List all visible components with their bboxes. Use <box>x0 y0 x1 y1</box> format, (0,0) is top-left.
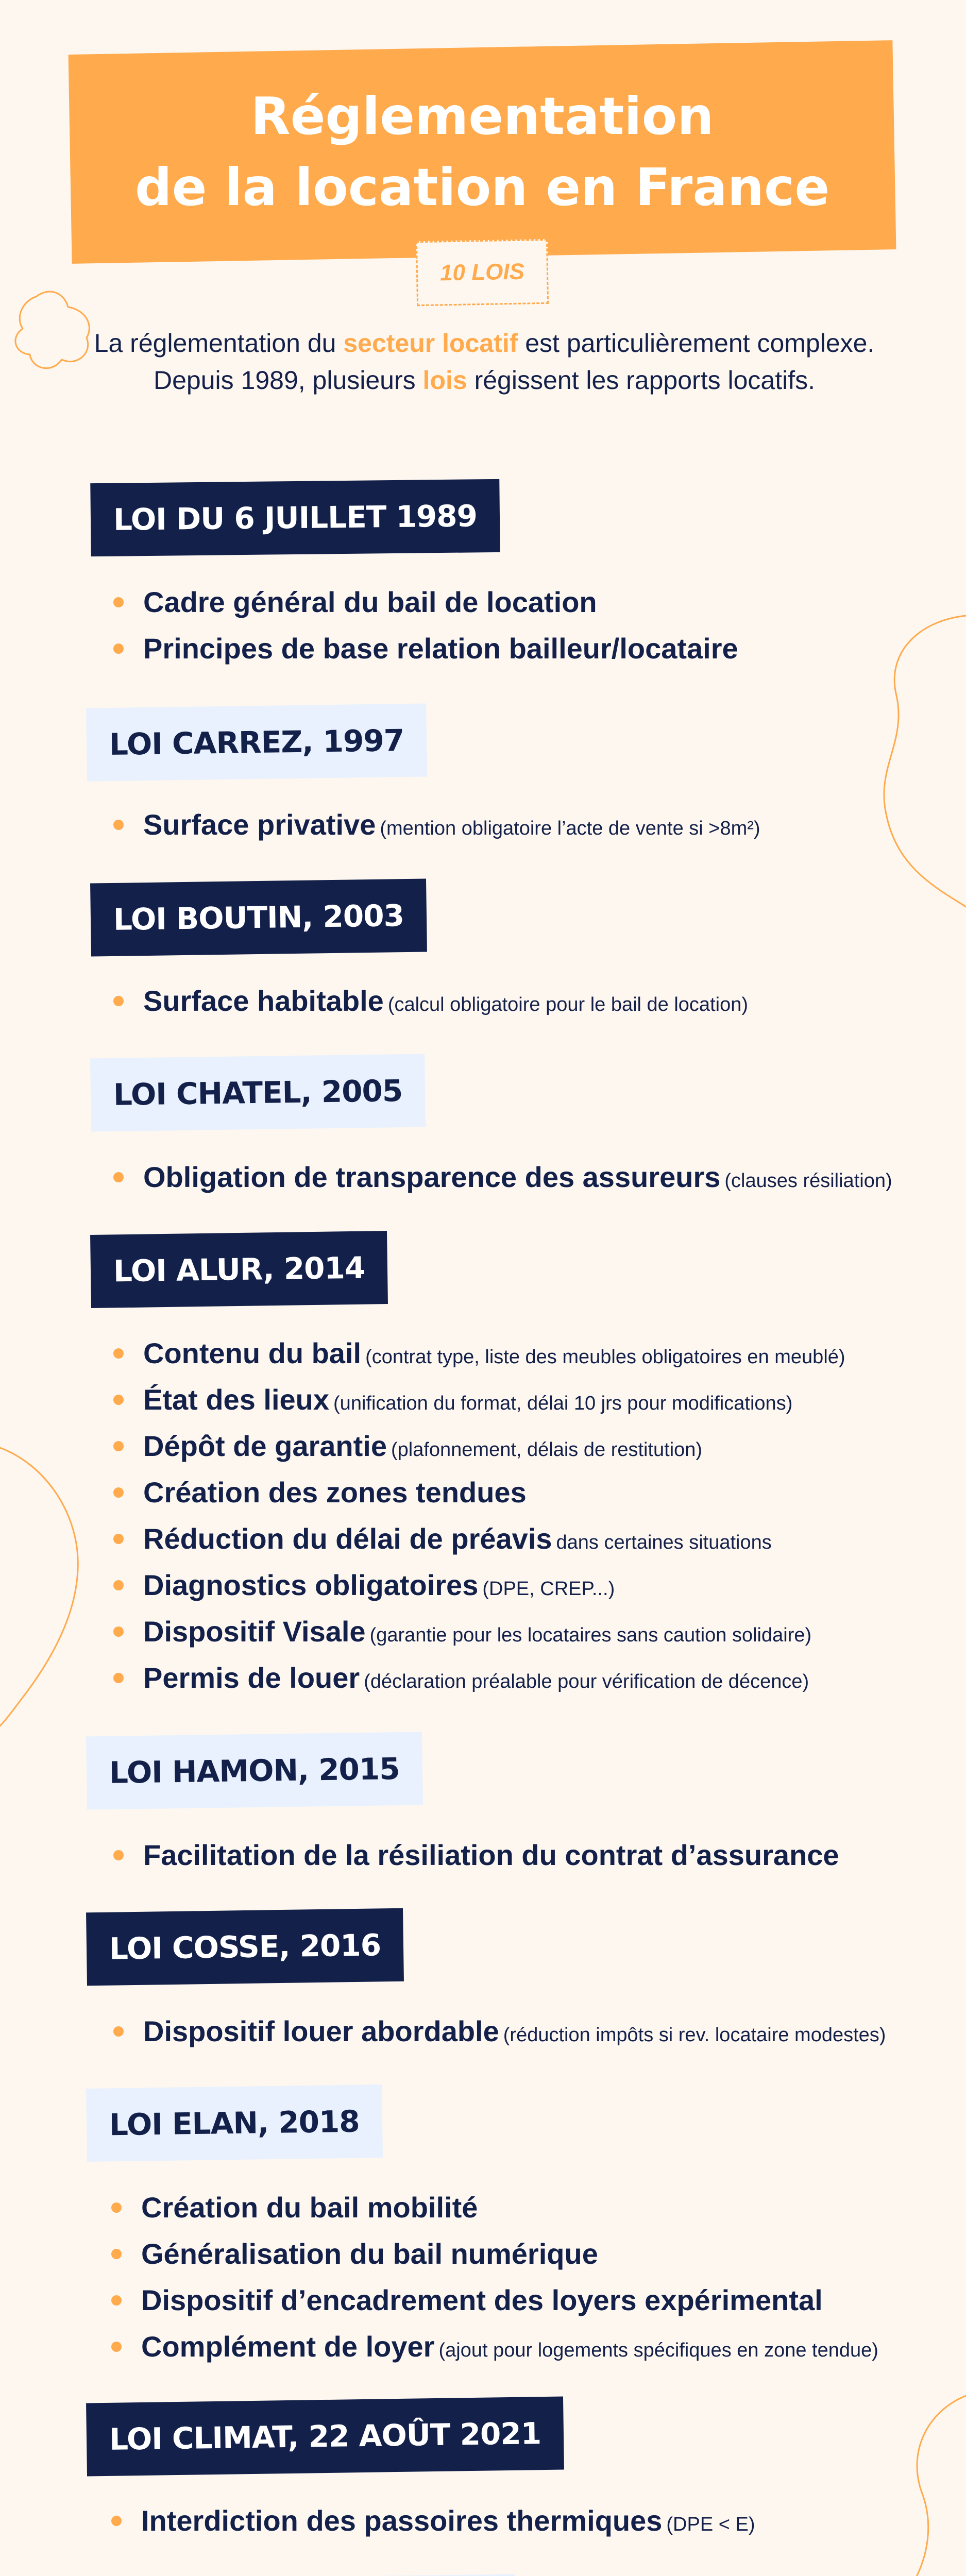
law-heading: LOI CLIMAT, 22 AOÛT 2021 <box>86 2397 564 2477</box>
item-note: (calcul obligatoire pour le bail de location) <box>387 994 748 1015</box>
list-item <box>111 802 760 848</box>
item-text: Dépôt de garantie <box>143 1430 387 1462</box>
list-item <box>111 1516 845 1562</box>
item-text: Diagnostics obligatoires <box>143 1569 479 1601</box>
item-text: Dispositif Visale <box>143 1615 366 1648</box>
list-item <box>111 1330 845 1377</box>
law-items <box>111 579 742 672</box>
title-line-1: Réglementation <box>250 86 714 146</box>
title-line-2: de la location en France <box>134 157 830 217</box>
item-note: (DPE, CREP...) <box>482 1578 615 1600</box>
law-items <box>111 802 760 848</box>
item-text: Surface habitable <box>143 985 384 1017</box>
list-item <box>111 1655 845 1701</box>
list-item <box>111 1469 845 1516</box>
item-note: (clauses résiliation) <box>724 1170 892 1192</box>
law-heading: LOI DU 6 JUILLET 1989 <box>90 479 500 556</box>
item-text: Surface privative <box>143 808 376 841</box>
law-items <box>111 978 748 1024</box>
list-item <box>109 2184 878 2231</box>
intro-highlight: secteur locatif <box>343 329 518 358</box>
item-note: (déclaration préalable pour vérification de décence) <box>364 1671 809 1692</box>
law-items <box>111 1330 845 1701</box>
list-item <box>111 978 748 1024</box>
law-items <box>111 1832 843 1878</box>
law-heading: LOI BOUTIN, 2003 <box>90 878 427 956</box>
item-note: (mention obligatoire l’acte de vente si >8m²) <box>380 818 760 839</box>
list-item <box>111 1377 845 1423</box>
item-note: (ajout pour logements spécifiques en zone tendue) <box>438 2340 878 2361</box>
law-heading: LOI COSSE, 2016 <box>86 1908 404 1986</box>
law-heading: LOI CHATEL, 2005 <box>90 1054 426 1131</box>
item-text: État des lieux <box>143 1383 330 1416</box>
intro-highlight: lois <box>422 366 467 395</box>
law-heading: LOI ELAN, 2018 <box>86 2084 383 2162</box>
item-text: Contenu du bail <box>143 1337 362 1369</box>
item-text: Principes de base relation bailleur/locataire <box>143 632 738 665</box>
laws-count-badge: 10 LOIS <box>416 239 549 306</box>
list-item <box>109 2498 755 2544</box>
item-note: (réduction impôts si rev. locataire modestes) <box>503 2024 886 2046</box>
list-item <box>111 1154 892 1200</box>
item-text: Création du bail mobilité <box>141 2191 478 2224</box>
intro-text: régissent les rapports locatifs. <box>467 366 815 395</box>
item-text: Généralisation du bail numérique <box>141 2238 598 2270</box>
item-text: Création des zones tendues <box>143 1476 527 1509</box>
item-text: Permis de louer <box>143 1662 360 1694</box>
item-text: Dispositif d’encadrement des loyers expérimental <box>141 2284 823 2316</box>
list-item <box>109 2324 878 2370</box>
list-item <box>109 2231 878 2277</box>
law-items <box>111 1154 892 1200</box>
item-note: dans certaines situations <box>556 1532 772 1553</box>
item-text: Dispositif louer abordable <box>143 2015 499 2047</box>
law-heading <box>86 2574 516 2576</box>
item-text: Interdiction des passoires thermiques <box>141 2504 663 2537</box>
item-note: (plafonnement, délais de restitution) <box>391 1439 703 1461</box>
law-items <box>111 2008 886 2055</box>
law-heading: LOI ALUR, 2014 <box>90 1231 388 1308</box>
law-items <box>109 2184 878 2370</box>
list-item <box>109 2277 878 2324</box>
list-item <box>111 1832 843 1878</box>
list-item <box>111 579 742 625</box>
list-item <box>111 1562 845 1608</box>
list-item <box>111 2008 886 2055</box>
intro-text: La réglementation du <box>94 329 344 358</box>
item-text: Complément de loyer <box>141 2330 435 2363</box>
item-note: (garantie pour les locataires sans caution solidaire) <box>369 1624 812 1646</box>
item-text: Réduction du délai de préavis <box>143 1522 552 1555</box>
list-item <box>111 625 742 672</box>
item-note: (contrat type, liste des meubles obligatoires en meublé) <box>365 1346 845 1368</box>
law-items <box>109 2498 755 2544</box>
law-heading: LOI HAMON, 2015 <box>86 1732 423 1809</box>
list-item <box>111 1608 845 1655</box>
item-text: Facilitation de la résiliation du contrat d’assurance <box>143 1839 839 1871</box>
item-text: Obligation de transparence des assureurs <box>143 1161 721 1193</box>
item-note: (DPE < E) <box>666 2514 755 2535</box>
list-item <box>111 1423 845 1469</box>
intro-text: est particulièrement complexe. Depuis 1989, plusieurs <box>154 329 875 395</box>
intro-paragraph <box>72 325 896 399</box>
item-text: Cadre général du bail de location <box>143 586 597 618</box>
law-heading: LOI CARREZ, 1997 <box>86 703 427 781</box>
title-banner <box>69 40 896 264</box>
item-note: (unification du format, délai 10 jrs pour modifications) <box>333 1393 793 1414</box>
